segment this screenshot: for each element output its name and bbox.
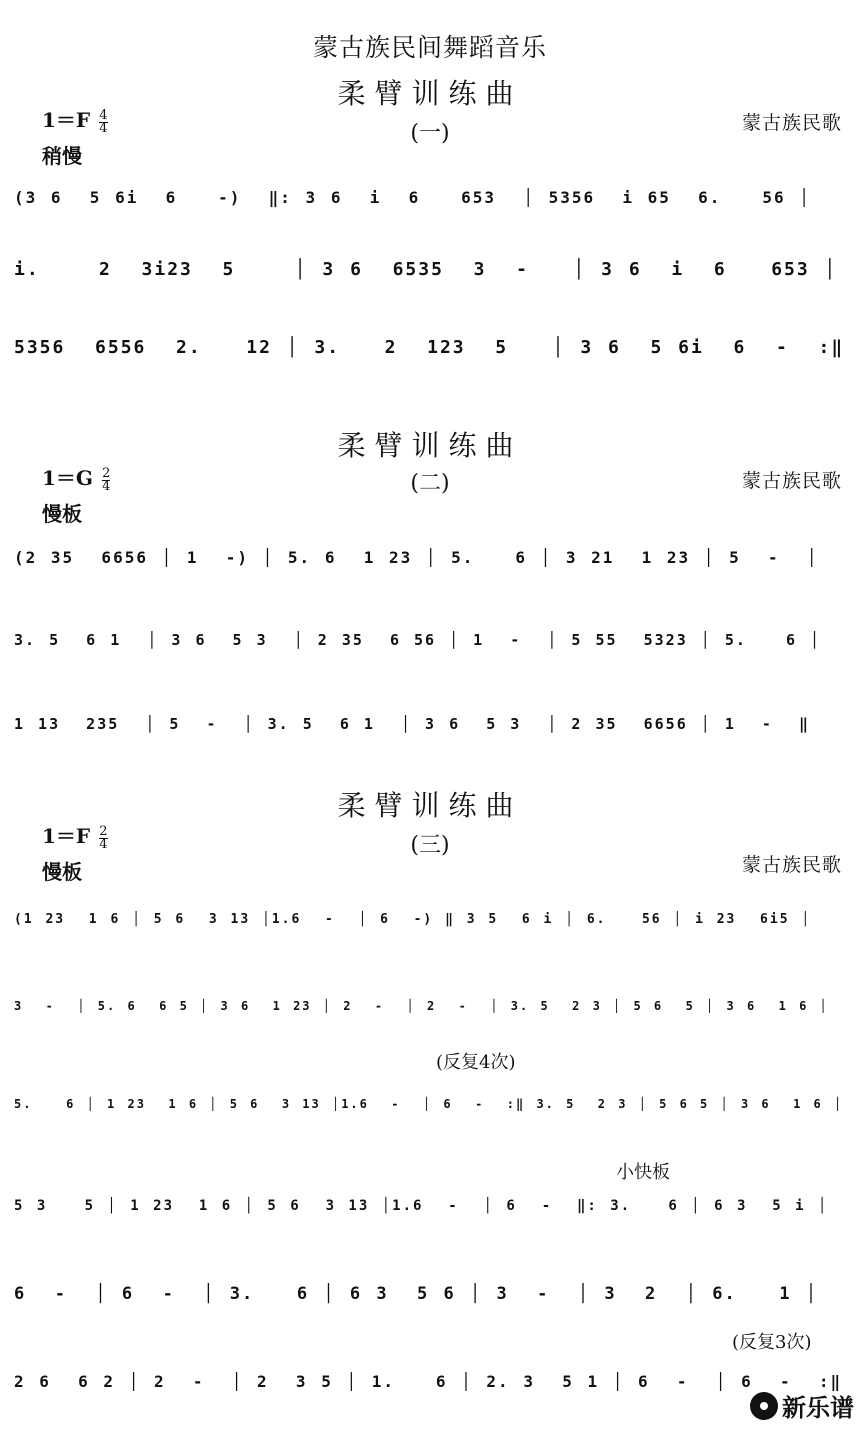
piece-2-line-3 [14,704,846,744]
repeat-3-annotation: (反复3次) [732,1332,812,1353]
notation-line: 5. 6 │ 1 23 1 6 │ 5 6 3 13 │1.6 - │ 6 - :‖ 3. 5 2 3 │ 5 6 5 │ 3 6 1 6 │ [14,1097,844,1111]
piece-3-key: 1＝F [42,824,91,848]
notation-line: (2 35 6656 │ 1 -) │ 5. 6 1 23 │ 5. 6 │ 3 21 1 23 │ 5 - │ [14,548,819,567]
piece-3-meter-bottom: 4 [99,837,108,852]
notation-line: i. 2 3i23 5 │ 3 6 6535 3 - │ 3 6 i 6 653 │ [14,259,838,280]
piece-3-meter-top: 2 [99,824,108,839]
piece-1-line-1 [14,178,846,218]
piece-1-meter-bottom: 4 [99,121,108,136]
piece-3-line-5 [14,1274,846,1314]
notation-line: (1 23 1 6 │ 5 6 3 13 │1.6 - │ 6 -) ‖ 3 5 6 i │ 6. 56 │ i 23 6i5 │ [14,912,812,927]
piece-3-key-signature [42,820,108,851]
piece-1-line-3 [14,328,846,368]
piece-2-tempo: 慢板 [42,502,82,526]
piece-3-line-4 [14,1186,846,1226]
record-disc-icon [750,1392,778,1420]
piece-3-line-6 [14,1362,846,1402]
tempo-change-annotation: 小快板 [616,1162,670,1183]
notation-line: 2 6 6 2 │ 2 - │ 2 3 5 │ 1. 6 │ 2. 3 5 1 │ 6 - │ 6 - :‖ [14,1372,843,1391]
piece-3-number: (三) [410,833,450,858]
piece-3-line-1 [14,900,846,940]
notation-line: 1 13 235 │ 5 - │ 3. 5 6 1 │ 3 6 5 3 │ 2 35 6656 │ 1 - ‖ [14,715,811,733]
piece-1-line-2 [14,250,846,290]
piece-3-credit: 蒙古族民歌 [741,854,842,876]
notation-line: (3 6 5 6i 6 -) ‖: 3 6 i 6 653 │ 5356 i 65 6. 56 │ [14,188,811,207]
piece-1-number: (一) [410,121,450,146]
piece-2-line-1 [14,538,846,578]
notation-line: 5356 6556 2. 12 │ 3. 2 123 5 │ 3 6 5 6i 6 - :‖ [14,337,845,358]
piece-2-meter-bottom: 4 [102,479,111,494]
notation-line: 6 - │ 6 - │ 3. 6 │ 6 3 5 6 │ 3 - │ 3 2 │ 6. 1 │ [14,1284,819,1304]
piece-3-title: 柔臂训练曲 [337,789,523,822]
piece-2-meter-top: 2 [102,466,111,481]
piece-3-line-2 [14,986,846,1026]
notation-line: 3 - │ 5. 6 6 5 │ 3 6 1 23 │ 2 - │ 2 - │ 3. 5 2 3 │ 5 6 5 │ 3 6 1 6 │ [14,999,829,1013]
piece-1-title: 柔臂训练曲 [337,77,523,110]
piece-2-title: 柔臂训练曲 [337,429,523,462]
piece-1-key: 1＝F [42,108,91,132]
piece-1-time-signature [99,110,107,135]
piece-3-tempo: 慢板 [42,860,82,884]
watermark-brand: 新乐谱 [782,1394,854,1422]
piece-2-number: (二) [410,471,450,496]
watermark-logo [750,1388,854,1423]
piece-2-credit: 蒙古族民歌 [741,470,842,492]
piece-2-line-2 [14,620,846,660]
piece-3-line-3 [14,1084,846,1124]
piece-1-meter-top: 4 [99,108,108,123]
repeat-4-annotation: (反复4次) [436,1052,516,1073]
piece-2-time-signature [102,468,110,493]
piece-3-time-signature [99,826,107,851]
collection-title: 蒙古族民间舞蹈音乐 [312,33,547,62]
piece-1-tempo: 稍慢 [42,144,82,168]
notation-line: 3. 5 6 1 │ 3 6 5 3 │ 2 35 6 56 │ 1 - │ 5 55 5323 │ 5. 6 │ [14,631,822,649]
piece-1-key-signature [42,104,108,135]
piece-1-credit: 蒙古族民歌 [741,112,842,134]
piece-2-key-signature [42,462,110,493]
piece-2-key: 1＝G [42,466,93,490]
notation-line: 5 3 5 │ 1 23 1 6 │ 5 6 3 13 │1.6 - │ 6 - ‖: 3. 6 │ 6 3 5 i │ [14,1198,829,1214]
